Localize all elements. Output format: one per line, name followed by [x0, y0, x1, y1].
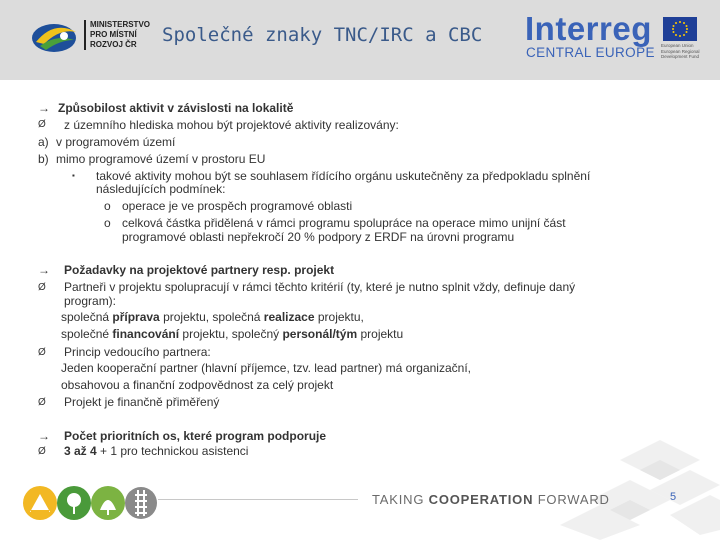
section1-cond2-marker: o [104, 216, 111, 230]
ministry-name [84, 20, 150, 50]
section3-b1 [64, 444, 248, 458]
tagline-pre: TAKING [372, 492, 429, 507]
section1-cond2-line2: programové oblasti nepřekročí 20 % podpory z ERDF na úrovni programu [122, 230, 515, 244]
energy-icon [23, 486, 57, 520]
section2-b3-marker: Ø [38, 397, 46, 408]
section2-b2-line2: Jeden kooperační partner (hlavní příjemce, tzv. lead partner) má organizační, [61, 361, 471, 375]
section1-sub-line2: následujících podmínek: [96, 182, 226, 196]
b1-line3-mid: projektu, společná [159, 310, 264, 324]
page-number: 5 [670, 491, 677, 503]
page-title: Společné znaky TNC/IRC a CBC [162, 24, 483, 46]
section3-heading-arrow: → [38, 429, 50, 443]
section1-cond1: operace je ve prospěch programové oblasti [122, 199, 353, 213]
ministry-line-3: ROZVOJ ČR [90, 40, 137, 49]
section1-bullet-marker: Ø [38, 119, 46, 130]
section1-sub-line1: takové aktivity mohou být se souhlasem řídícího orgánu uskutečněny za předpokladu splnění [96, 169, 591, 183]
section2-heading-arrow: → [38, 263, 50, 277]
section3-b1-bold: 3 až 4 [64, 444, 97, 458]
section1-b-marker: b) [38, 152, 49, 166]
b1-line4-bold1: financování [112, 327, 180, 341]
tagline-post: FORWARD [533, 492, 610, 507]
b1-line4-bold2: personál/tým [282, 327, 358, 341]
section2-b1-marker: Ø [38, 282, 46, 293]
tagline-bold: COOPERATION [428, 492, 534, 507]
nature-icon [91, 486, 125, 520]
section1-bullet: z územního hlediska mohou být projektové aktivity realizovány: [64, 118, 399, 132]
environment-icon [57, 486, 91, 520]
section1-cond1-marker: o [104, 199, 111, 213]
section3-heading: Počet prioritních os, které program podporuje [64, 429, 327, 443]
b1-line4-mid: projektu, společný [179, 327, 283, 341]
b1-line3-bold2: realizace [263, 310, 315, 324]
eu-caption: European Union European Regional Development Fund [661, 43, 700, 59]
section1-heading-arrow: → [38, 101, 50, 115]
footer-tagline [372, 492, 610, 507]
b1-line3-bold1: příprava [112, 310, 160, 324]
section2-b1-line3 [61, 310, 364, 324]
section3-b1-marker: Ø [38, 446, 46, 457]
section1-a-marker: a) [38, 135, 49, 149]
eu-flag-icon [663, 17, 697, 41]
ministry-line-2: PRO MÍSTNÍ [90, 30, 137, 39]
section2-b2-marker: Ø [38, 347, 46, 358]
section1-cond2-line1: celková částka přidělená v rámci programu spolupráce na operace mimo unijní část [122, 216, 566, 230]
section1-heading: Způsobilost aktivit v závislosti na lokalitě [58, 101, 294, 115]
b1-line3-post: projektu, [314, 310, 364, 324]
section2-b1-line1: Partneři v projektu spolupracují v rámci těchto kritérií (ty, které je nutno splnit vždy, definuje daný [64, 280, 576, 294]
section1-b: mimo programové území v prostoru EU [56, 152, 266, 166]
section1-sub-marker: ▪ [72, 171, 75, 180]
decorative-pattern [500, 420, 720, 540]
footer-theme-icons [22, 484, 157, 522]
section2-b1-line2: program): [64, 294, 117, 308]
section2-b2-line1: Princip vedoucího partnera: [64, 345, 211, 359]
section2-b2-line3: obsahovou a finanční zodpovědnost za celý projekt [61, 378, 334, 392]
b1-line3-pre: společná [61, 310, 113, 324]
b1-line4-pre: společné [61, 327, 113, 341]
section3-b1-rest: + 1 pro technickou asistenci [96, 444, 249, 458]
section2-b3: Projekt je finančně přiměřený [64, 395, 220, 409]
transport-icon [125, 487, 157, 519]
section1-a: v programovém území [56, 135, 176, 149]
interreg-logo-word: Interreg [525, 10, 652, 47]
footer-divider [158, 499, 358, 500]
ministry-line-1: MINISTERSTVO [90, 20, 151, 29]
section2-heading: Požadavky na projektové partnery resp. projekt [64, 263, 335, 277]
b1-line4-post: projektu [357, 327, 404, 341]
section2-b1-line4 [61, 327, 403, 341]
interreg-logo-sub: CENTRAL EUROPE [526, 45, 655, 60]
